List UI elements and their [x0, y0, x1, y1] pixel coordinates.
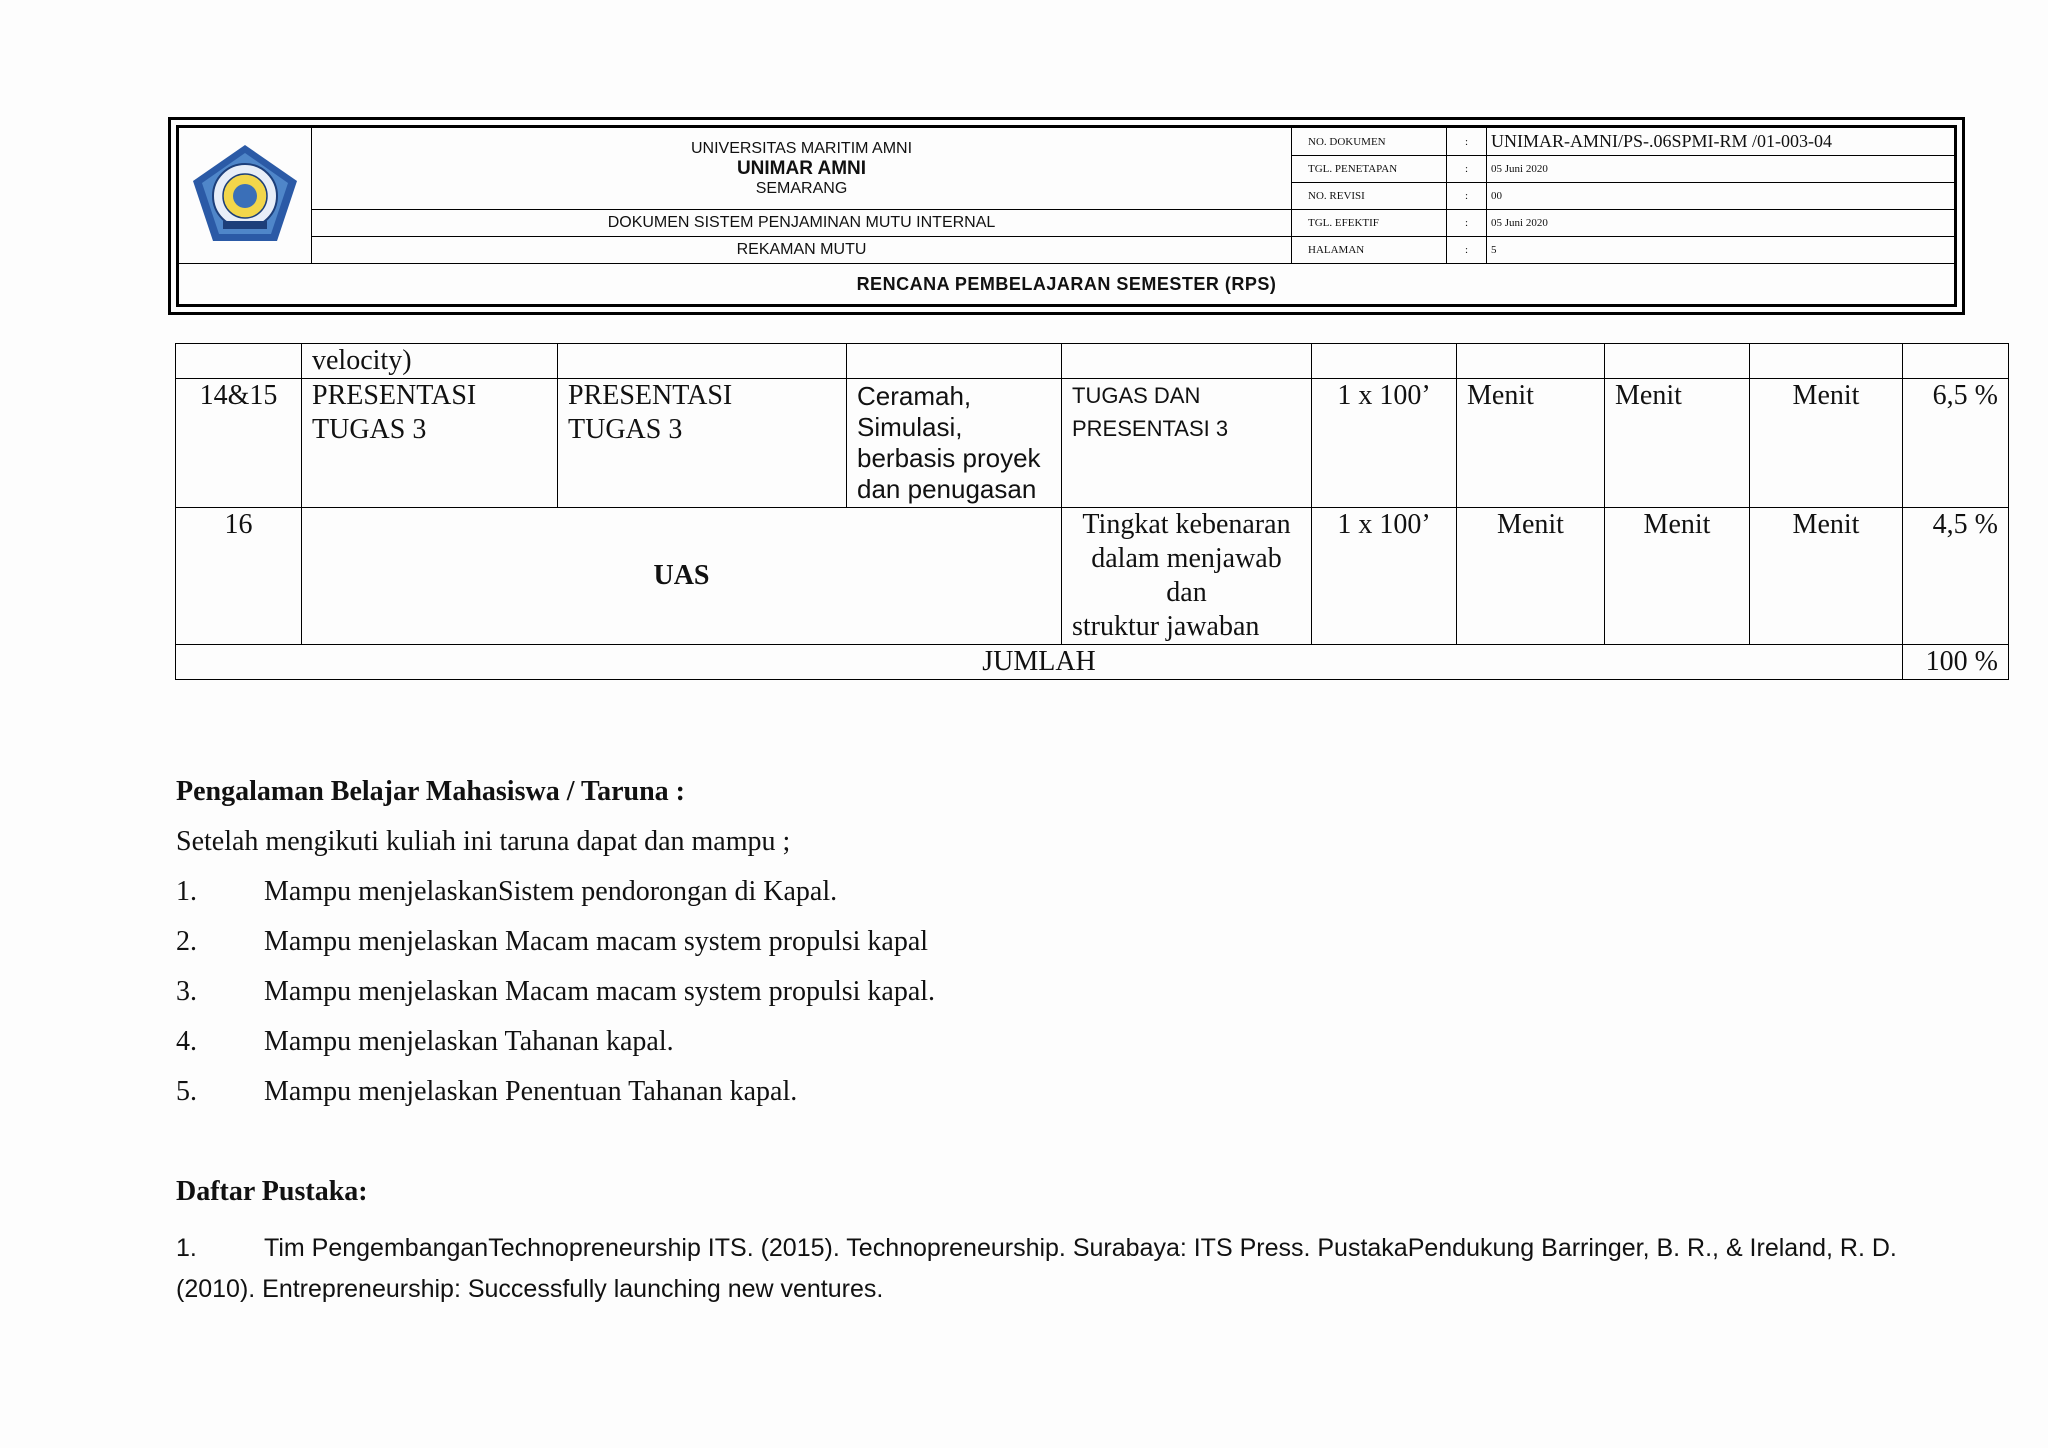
time-cell: Menit — [1457, 508, 1605, 645]
references-heading: Daftar Pustaka: — [176, 1176, 368, 1207]
table-row — [176, 379, 2009, 508]
duration-cell: 1 x 100’ — [1312, 379, 1457, 508]
meta-value-no-dokumen: UNIMAR-AMNI/PS-.06SPMI-RM /01-003-04 — [1487, 128, 1955, 156]
list-text: Mampu menjelaskanSistem pendorongan di Kapal. — [264, 876, 838, 907]
list-text: Mampu menjelaskan Tahanan kapal. — [264, 1026, 674, 1057]
meta-label-no-revisi: NO. REVISI — [1292, 183, 1447, 210]
table-cell: velocity) — [302, 344, 558, 379]
meta-sep: : — [1447, 210, 1487, 237]
table-cell — [1605, 344, 1750, 379]
university-city: SEMARANG — [755, 179, 848, 197]
cell-line: dan — [1166, 577, 1207, 608]
list-text: Mampu menjelaskan Penentuan Tahanan kapal. — [264, 1076, 798, 1107]
method-cell — [847, 379, 1062, 508]
cell-line: Tingkat kebenaran — [1082, 509, 1291, 540]
cell-line: berbasis proyek — [857, 443, 1041, 473]
cell-line: PRESENTASI 3 — [1072, 416, 1229, 441]
time-cell: Menit — [1750, 379, 1903, 508]
reference-item — [176, 1228, 1966, 1310]
table-cell — [1062, 344, 1312, 379]
meta-value-tgl-penetapan: 05 Juni 2020 — [1487, 156, 1955, 183]
list-number: 4. — [176, 1026, 197, 1057]
week-cell: 14&15 — [176, 379, 302, 508]
experience-heading: Pengalaman Belajar Mahasiswa / Taruna : — [176, 776, 685, 807]
document-header-inner — [176, 125, 1957, 307]
meta-sep: : — [1447, 183, 1487, 210]
cell-line: TUGAS 3 — [312, 414, 427, 445]
table-cell — [1457, 344, 1605, 379]
meta-sep: : — [1447, 128, 1487, 156]
criteria-cell — [1062, 508, 1312, 645]
record-label: REKAMAN MUTU — [312, 237, 1292, 264]
meta-label-tgl-penetapan: TGL. PENETAPAN — [1292, 156, 1447, 183]
weight-cell: 6,5 % — [1903, 379, 2009, 508]
table-cell — [558, 344, 847, 379]
cell-line: PRESENTASI — [312, 380, 477, 411]
meta-value-no-revisi: 00 — [1487, 183, 1955, 210]
uas-cell: UAS — [302, 508, 1062, 645]
criteria-cell — [1062, 379, 1312, 508]
cell-line: Ceramah, — [857, 381, 972, 411]
total-label: JUMLAH — [176, 645, 1903, 680]
list-number: 2. — [176, 926, 197, 957]
table-cell — [1312, 344, 1457, 379]
list-number: 1. — [176, 1234, 197, 1262]
list-number: 5. — [176, 1076, 197, 1107]
cell-line: TUGAS DAN — [1072, 383, 1201, 408]
list-item — [176, 1076, 797, 1108]
meta-label-halaman: HALAMAN — [1292, 237, 1447, 264]
meta-sep: : — [1447, 156, 1487, 183]
cell-line: dalam menjawab — [1091, 543, 1282, 574]
list-item — [176, 876, 837, 908]
meta-label-tgl-efektif: TGL. EFEKTIF — [1292, 210, 1447, 237]
list-number: 1. — [176, 876, 197, 907]
cell-line: Simulasi, — [857, 412, 963, 442]
total-value: 100 % — [1903, 645, 2009, 680]
list-item — [176, 1026, 674, 1058]
cell-line: dan penugasan — [857, 474, 1037, 504]
table-cell — [302, 379, 558, 508]
meta-value-halaman: 5 — [1487, 237, 1955, 264]
table-cell — [176, 344, 302, 379]
document-header — [168, 117, 1965, 315]
logo-cell — [179, 128, 312, 264]
university-logo — [189, 141, 301, 245]
table-row — [176, 508, 2009, 645]
doc-system-label: DOKUMEN SISTEM PENJAMINAN MUTU INTERNAL — [312, 210, 1292, 237]
table-row — [176, 645, 2009, 680]
institution-block — [312, 128, 1292, 210]
table-cell — [1750, 344, 1903, 379]
list-item — [176, 926, 928, 958]
table-cell — [558, 379, 847, 508]
cell-line: PRESENTASI — [568, 380, 733, 411]
list-text: Mampu menjelaskan Macam macam system propulsi kapal. — [264, 976, 936, 1007]
cell-line: struktur jawaban — [1072, 611, 1260, 642]
list-item — [176, 976, 935, 1008]
meta-value-tgl-efektif: 05 Juni 2020 — [1487, 210, 1955, 237]
table-cell — [1903, 344, 2009, 379]
weight-cell: 4,5 % — [1903, 508, 2009, 645]
header-table — [178, 127, 1955, 305]
list-text: Mampu menjelaskan Macam macam system propulsi kapal — [264, 926, 929, 957]
week-cell: 16 — [176, 508, 302, 645]
cell-line: TUGAS 3 — [568, 414, 683, 445]
duration-cell: 1 x 100’ — [1312, 508, 1457, 645]
reference-text: Tim PengembanganTechnopreneurship ITS. (2015). Technopreneurship. Surabaya: ITS Press. PustakaPendukung Barringer, B. R., & Ireland, R. D. (2010). Entrepreneurship: Successfully launching new ventures. — [176, 1234, 1897, 1303]
time-cell: Menit — [1605, 508, 1750, 645]
meta-sep: : — [1447, 237, 1487, 264]
university-short-name: UNIMAR AMNI — [736, 157, 867, 179]
university-name: UNIVERSITAS MARITIM AMNI — [690, 139, 913, 157]
table-row — [176, 344, 2009, 379]
time-cell: Menit — [1457, 379, 1605, 508]
meta-label-no-dokumen: NO. DOKUMEN — [1292, 128, 1447, 156]
list-number: 3. — [176, 976, 197, 1007]
table-cell — [847, 344, 1062, 379]
rps-table — [175, 343, 2009, 680]
experience-intro: Setelah mengikuti kuliah ini taruna dapat dan mampu ; — [176, 826, 791, 857]
time-cell: Menit — [1605, 379, 1750, 508]
rps-title: RENCANA PEMBELAJARAN SEMESTER (RPS) — [179, 264, 1955, 305]
time-cell: Menit — [1750, 508, 1903, 645]
